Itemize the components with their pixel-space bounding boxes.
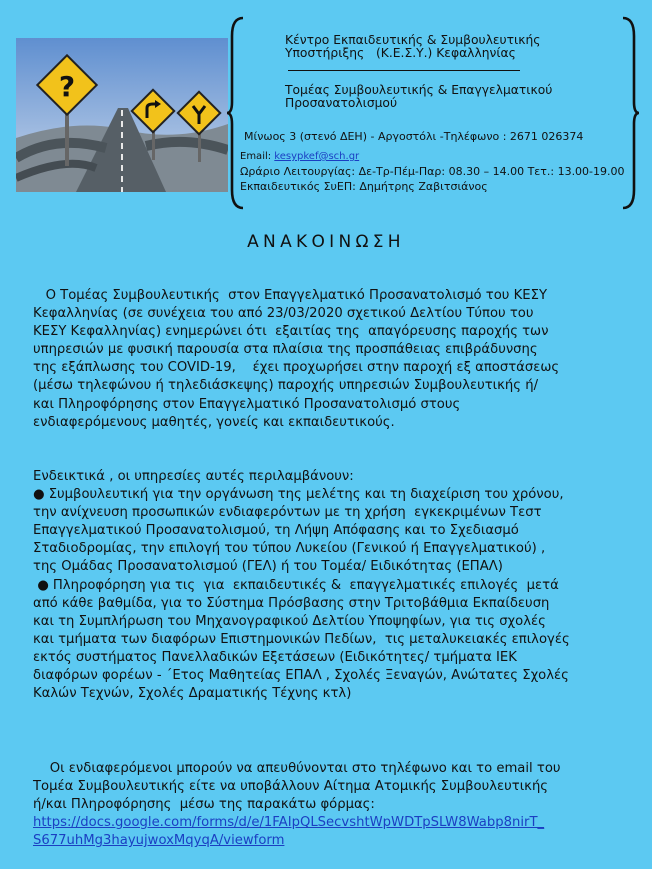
text-line: Κεφαλληνίας (σε συνέχεια του από 23/03/2020 σχετικού Δελτίου Τύπου του bbox=[33, 306, 534, 322]
staff-contact: Εκπαιδευτικός ΣυΕΠ: Δημήτρης Ζαβιτσιάνος bbox=[240, 180, 488, 193]
email-label: Email: bbox=[240, 151, 275, 162]
text-line: ενδιαφερόμενους μαθητές, γονείς και εκπαιδευτικούς. bbox=[33, 414, 395, 430]
text-line: ● Πληροφόρηση για τις για εκπαιδευτικές & επαγγελματικές επιλογές μετά bbox=[33, 577, 559, 593]
text-line: (μέσω τηλεφώνου ή τηλεδιάσκεψης) παροχής υπηρεσιών Συμβουλευτικής ή/ bbox=[33, 378, 539, 394]
center-name bbox=[285, 34, 540, 60]
contact-paragraph bbox=[33, 760, 633, 850]
text-line: Τομέα Συμβουλευτικής είτε να υποβάλλουν Αίτημα Ατομικής Συμβουλευτικής bbox=[33, 779, 549, 795]
services-paragraph bbox=[33, 468, 633, 703]
text-line: ● Συμβουλευτική για την οργάνωση της μελέτης και τη διαχείριση του χρόνου, bbox=[33, 487, 564, 503]
text-line: ΚΕΣΥ Κεφαλληνίας) ενημερώνει ότι εξαιτίας της απαγόρευσης παροχής των bbox=[33, 324, 549, 340]
text-line: υπηρεσιών με φυσική παρουσία στα πλαίσια της προσπάθειας επιβράδυνσης bbox=[33, 342, 538, 358]
sector-name-line: Προσανατολισμού bbox=[285, 96, 398, 110]
header-divider bbox=[288, 70, 520, 71]
svg-text:?: ? bbox=[58, 70, 76, 103]
text-line: από κάθε βαθμίδα, για το Σύστημα Πρόσβασης στην Τριτοβάθμια Εκπαίδευση bbox=[33, 595, 550, 611]
address: Μίνωος 3 (στενό ΔΕΗ) - Αργοστόλι -Τηλέφωνο : 2671 026374 bbox=[244, 130, 584, 143]
email-row bbox=[240, 150, 359, 163]
text-line: Σταδιοδρομίας, την επιλογή του τύπου Λυκείου (Γενικού ή Επαγγελματικού) , bbox=[33, 541, 546, 557]
text-line: Ο Τομέας Συμβουλευτικής στον Επαγγελματικό Προσανατολισμό του ΚΕΣΥ bbox=[33, 288, 547, 303]
text-line: Επαγγελματικού Προσανατολισμού, τη Λήψη Απόφασης και το Σχεδιασμό bbox=[33, 523, 519, 539]
text-line: της Ομάδας Προσανατολισμού (ΓΕΛ) ή του Τομέα/ Ειδικότητας (ΕΠΑΛ) bbox=[33, 559, 503, 575]
email-link[interactable]: kesypkef@sch.gr bbox=[274, 151, 360, 162]
text-line: Ενδεικτικά , οι υπηρεσίες αυτές περιλαμβάνουν: bbox=[33, 469, 354, 484]
text-line: εκτός συστήματος Πανελλαδικών Εξετάσεων (Ειδικότητες/ τμήματα ΙΕΚ bbox=[33, 649, 517, 665]
text-line: και τη Συμπλήρωση του Μηχανογραφικού Δελτίου Υποψηφίων, για τις σχολές bbox=[33, 613, 546, 629]
text-line: διαφόρων φορέων - ΄Ετος Μαθητείας ΕΠΑΛ , Σχολές Ξεναγών, Ανώτατες Σχολές bbox=[33, 668, 569, 684]
text-line: ή/και Πληροφόρησης μέσω της παρακάτω φόρμας: bbox=[33, 797, 375, 813]
form-link[interactable]: S677uhMg3hayujwoxMqyqA/viewform bbox=[33, 833, 285, 849]
form-link[interactable]: https://docs.google.com/forms/d/e/1FAIpQLSecvshtWpWDTpSLW8Wabp8nirT_ bbox=[33, 815, 545, 831]
text-line: την ανίχνευση προσωπικών ενδιαφερόντων με τη χρήση εγκεκριμένων Τεστ bbox=[33, 505, 542, 521]
intro-paragraph bbox=[33, 287, 633, 432]
text-line: και Πληροφόρησης στον Επαγγελματικό Προσανατολισμό στους bbox=[33, 396, 461, 412]
right-brace bbox=[620, 16, 640, 210]
text-line: της εξάπλωσης του COVID-19, έχει προχωρήσει στην παροχή εξ αποστάσεως bbox=[33, 360, 560, 376]
center-name-line: Κέντρο Εκπαιδευτικής & Συμβουλευτικής bbox=[285, 33, 541, 47]
text-line: Οι ενδιαφερόμενοι μπορούν να απευθύνονται στο τηλέφωνο και το email του bbox=[33, 761, 561, 776]
text-line: και τμήματα των διαφόρων Επιστημονικών Πεδίων, τις μεταλυκειακές επιλογές bbox=[33, 631, 570, 647]
opening-hours: Ωράριο Λειτουργίας: Δε-Τρ-Πέμ-Παρ: 08.30 – 14.00 Τετ.: 13.00-19.00 bbox=[240, 165, 625, 178]
sector-name bbox=[285, 84, 552, 110]
text-line: Καλών Τεχνών, Σχολές Δραματικής Τέχνης κτλ) bbox=[33, 686, 352, 702]
center-name-line: Υποστήριξης (Κ.Ε.Σ.Υ.) Κεφαλληνίας bbox=[285, 46, 516, 60]
sector-name-line: Τομέας Συμβουλευτικής & Επαγγελματικού bbox=[285, 83, 553, 97]
page-title: ΑΝΑΚΟΙΝΩΣΗ bbox=[247, 232, 405, 252]
road-signs-image bbox=[16, 38, 228, 192]
